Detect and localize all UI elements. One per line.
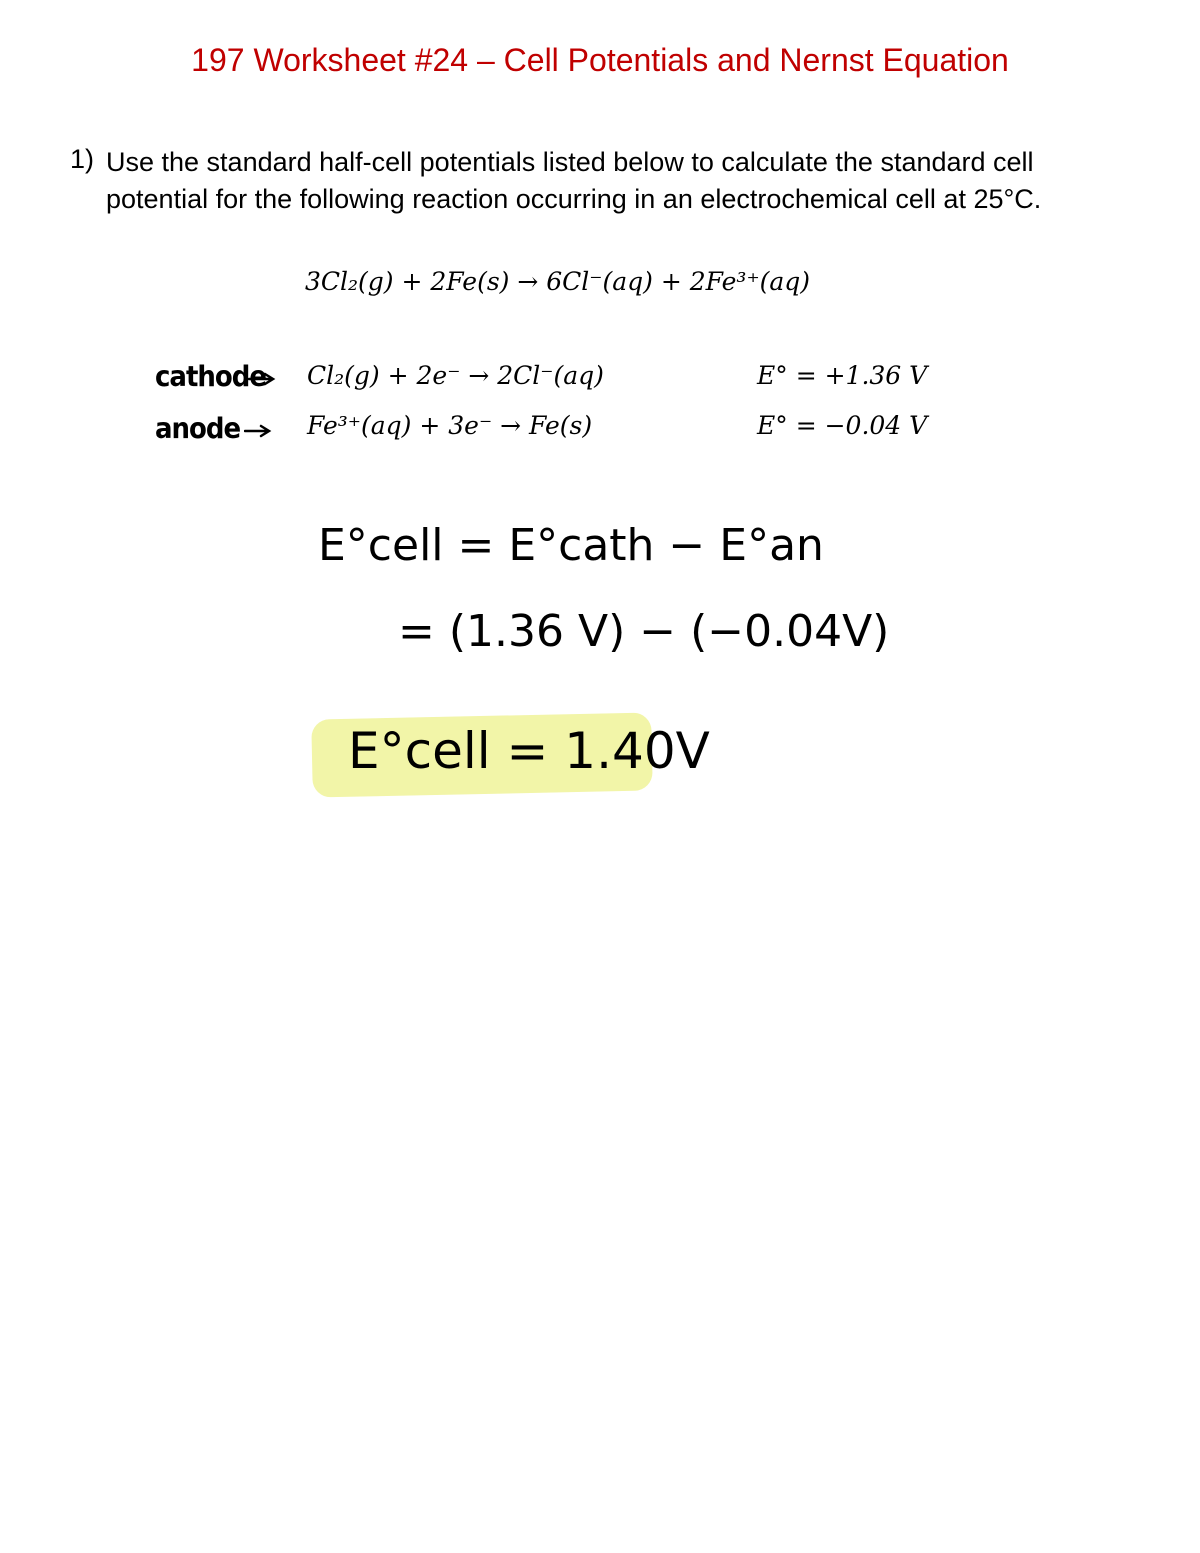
- arrow-right-icon: [248, 372, 276, 386]
- handwritten-substitution: = (1.36 V) − (−0.04V): [398, 606, 890, 657]
- anode-equation: Fe³⁺(aq) + 3e⁻ → Fe(s): [307, 411, 593, 440]
- cathode-potential: E° = +1.36 V: [757, 361, 928, 390]
- overall-reaction: 3Cl₂(g) + 2Fe(s) → 6Cl⁻(aq) + 2Fe³⁺(aq): [305, 267, 811, 296]
- cathode-label: cathode: [155, 360, 267, 394]
- cathode-equation: Cl₂(g) + 2e⁻ → 2Cl⁻(aq): [307, 361, 604, 390]
- question-text: Use the standard half-cell potentials listed below to calculate the standard cell potential for the following reaction occurring in an electrochemical cell at 25°C.: [106, 147, 1042, 214]
- arrow-right-icon: [244, 424, 272, 438]
- handwritten-answer: E°cell = 1.40V: [348, 722, 710, 780]
- question-number: 1): [70, 144, 95, 174]
- anode-label: anode: [155, 412, 241, 446]
- anode-potential: E° = −0.04 V: [757, 411, 928, 440]
- handwritten-formula: E°cell = E°cath − E°an: [318, 520, 824, 571]
- page-title: 197 Worksheet #24 – Cell Potentials and Nernst Equation: [191, 42, 1009, 78]
